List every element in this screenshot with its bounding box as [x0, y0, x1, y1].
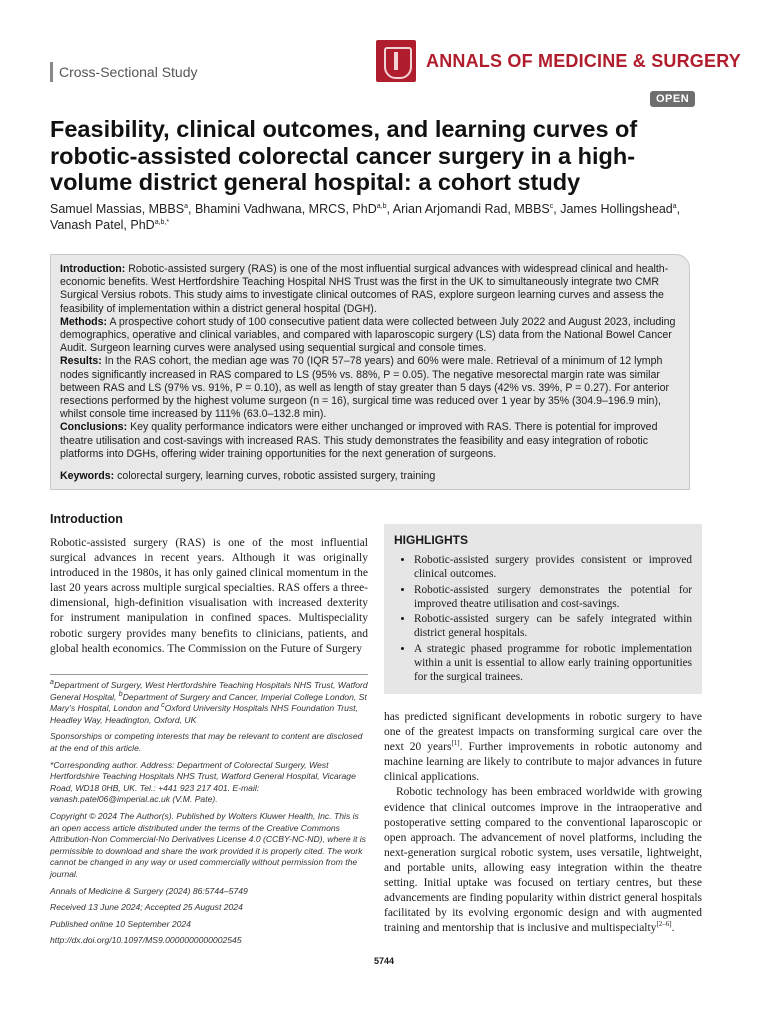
published-footnote: Published online 10 September 2024 — [50, 918, 191, 929]
author-affiliation: a — [672, 202, 677, 210]
introduction-paragraph: Robotic-assisted surgery (RAS) is one of the most influential surgical advances in recent years. Although it was originally introduced in the 1980s, it has only gained clinical momentum in the last 20 years across multiple surgical specialties. RAS offers a three-dimensional, high-definition visualisation with increased dexterity for instrument manipulation in confined spaces. Multispeciality robotic surgery provides many benefits to clinicians, patients, and global health economics. The Commission on the Future of Surgery — [50, 537, 368, 655]
journal-header — [376, 40, 741, 82]
article-type-label: Cross-Sectional Study — [50, 62, 198, 82]
doi-link[interactable]: http://dx.doi.org/10.1097/MS9.0000000000002545 — [50, 935, 242, 946]
highlight-item: • Robotic-assisted surgery demonstrates the potential for improved theatre utilisation and cost-savings. — [414, 583, 692, 612]
footnotes — [50, 680, 368, 952]
open-access-badge: OPEN — [650, 91, 695, 107]
keywords-label: Keywords: — [60, 470, 115, 483]
journal-crest-logo — [376, 40, 416, 82]
author-name: James Hollingshead — [560, 202, 673, 216]
journal-name: ANNALS OF MEDICINE & SURGERY — [426, 50, 741, 71]
highlight-item: • Robotic-assisted surgery can be safely integrated within district general hospitals. — [414, 612, 692, 641]
left-column — [50, 512, 368, 657]
author-name: Arian Arjomandi Rad, MBBS — [392, 202, 550, 216]
author-affiliation: a,b,* — [154, 218, 170, 226]
highlights-box — [384, 524, 702, 694]
abstract-results-text: In the RAS cohort, the median age was 70 (IQR 57–78 years) and 60% were male. Retrieval of a minimum of 12 lymph nodes significantly increased in RAS compared to LS (95% vs. 88%, P = 0.05). The negative mesorectal margin rate was similar between RAS and LS (97% vs. 91%, P = 0.10), as well as length of stay greater than 5 days (42% vs. 39%, P = 0.27). For anterior resections performed by the highest volume surgeon (n = 16), surgical time was reduced over 1 year by 35% (304.9–196.9 min), whilst console time increased by 111% (63.0–132.8 min). — [60, 355, 670, 421]
author-name: Vanash Patel, PhD — [50, 218, 155, 232]
abstract-conclusions-label: Conclusions: — [60, 421, 128, 434]
highlights-list — [394, 553, 692, 685]
abstract-methods — [60, 316, 680, 356]
abstract-results — [60, 355, 680, 421]
citation-ref[interactable]: [2–6] — [656, 920, 672, 929]
author-separator: , — [386, 202, 393, 216]
article-title: Feasibility, clinical outcomes, and learning curves of robotic-assisted colorectal cancer surgery in a high-volume district general hospital: a cohort study — [50, 116, 638, 195]
abstract-results-label: Results: — [60, 355, 102, 368]
introduction-heading: Introduction — [50, 512, 123, 526]
author-affiliation: a,b — [376, 202, 387, 210]
page-number: 5744 — [373, 956, 395, 966]
author-name: Bhamini Vadhwana, MRCS, PhD — [194, 202, 377, 216]
right-column — [384, 710, 702, 936]
author-separator: , — [553, 202, 561, 216]
abstract-introduction — [60, 263, 680, 316]
author-list — [50, 201, 710, 233]
author-affiliation: c — [549, 202, 554, 210]
abstract-methods-text: A prospective cohort study of 100 consecutive patient data were collected between July 2022 and August 2023, including demographics, operative and clinical variables, and compared with laparoscopic surgery (LS) data from the National Bowel Cancer Audit. Surgeon learning curves were analysed using sequential surgical and console times. — [60, 315, 676, 355]
introduction-paragraph-2: Robotic technology has been embraced worldwide with growing evidence that clinical outcomes improve in the intraoperative and postoperative setting compared to the conventional laparoscopic or open approach. The advancement of novel platforms, including the next-generation surgical robotic system, uses versatile, lightweight, and portable units, allowing easy integration within the theatre setting. Initial uptake was focused on tertiary centres, but these advancements are finding popularity within district general hospitals facilitated by its evolving ergonomic design and with augmented training and mentorship that is inclusive and multispecialty[2–6]. — [384, 786, 702, 935]
introduction-paragraph-continued: has predicted significant developments in robotic surgery to have one of the greatest impacts on transforming surgical care over the next 20 years[1]. Further improvements in robotic autonomy and machine learning are likely to contribute to major advances in future clinical applications. — [384, 711, 702, 784]
citation-ref[interactable]: [1] — [451, 739, 460, 748]
abstract-conclusions-text: Key quality performance indicators were either unchanged or improved with RAS. There is potential for improved theatre utilisation and cost-savings with increased RAS. This study demonstrates the feasibility and easy integration of robotic platforms into DGHs, offering wider training opportunities for the next generation of surgeons. — [60, 421, 658, 460]
highlights-heading: HIGHLIGHTS — [394, 533, 468, 547]
copyright-footnote: Copyright © 2024 The Author(s). Published by Wolters Kluwer Health, Inc. This is an open access article distributed under the terms of the Creative Commons Attribution-Non Commercial-No Derivatives License 4.0 (CCBY-NC-ND), where it is permissible to download and share the work provided it is properly cited. The work cannot be changed in any way or used commercially without permission from the journal. — [50, 810, 366, 879]
corresponding-author-footnote: *Corresponding author. Address: Department of Colorectal Surgery, West Hertfordshire Teaching Hospitals NHS Trust, Watford General Hospital, Vicarage Road, WD18 0HB, UK. Tel.: +441 923 217 401. E-mail: vanash.patel06@imperial.ac.uk (V.M. Pate). — [50, 759, 356, 805]
sponsorship-footnote: Sponsorships or competing interests that may be relevant to content are disclosed at the end of this article. — [50, 731, 363, 753]
keywords-text: colorectal surgery, learning curves, robotic assisted surgery, training — [117, 470, 436, 483]
author-separator: , — [676, 202, 681, 216]
citation-footnote: Annals of Medicine & Surgery (2024) 86:5744–5749 — [50, 885, 248, 896]
received-footnote: Received 13 June 2024; Accepted 25 August 2024 — [50, 902, 243, 913]
abstract-conclusions — [60, 421, 680, 461]
abstract-keywords — [60, 470, 680, 483]
abstract-introduction-label: Introduction: — [60, 263, 126, 275]
highlight-item: • A strategic phased programme for robotic implementation within a unit is essential to allow early training opportunities for the surgical trainees. — [414, 642, 692, 685]
footnote-divider — [50, 674, 368, 675]
highlight-item: • Robotic-assisted surgery provides consistent or improved clinical outcomes. — [414, 553, 692, 582]
abstract-box — [50, 254, 690, 490]
abstract-methods-label: Methods: — [60, 315, 108, 328]
author-name: Samuel Massias, MBBS — [50, 202, 185, 216]
abstract-introduction-text: Robotic-assisted surgery (RAS) is one of the most influential surgical advances with widespread clinical and health-economic benefits. West Hertfordshire Teaching Hospital NHS Trust was the first in the UK to simultaneously integrate two CMR Surgical Versius robots. This study aims to investigate clinical outcomes of RAS, explore surgeon learning curves and assess the feasibility of implementation within a district general hospital (DGH). — [60, 263, 669, 315]
author-affiliation: a — [184, 202, 188, 210]
affiliations-footnote: $^a$Department of Surgery, West Hertfordshire Teaching Hospitals NHS Trust, Watford General Hospital, $^b$Department of Surgery and Cancer, Imperial College London, St Mary’s Hospital, London and $^c$Oxford University Hospitals NHS Foundation Trust, Headley Way, Headington, Oxford, UK — [50, 679, 368, 725]
author-separator: , — [187, 202, 195, 216]
